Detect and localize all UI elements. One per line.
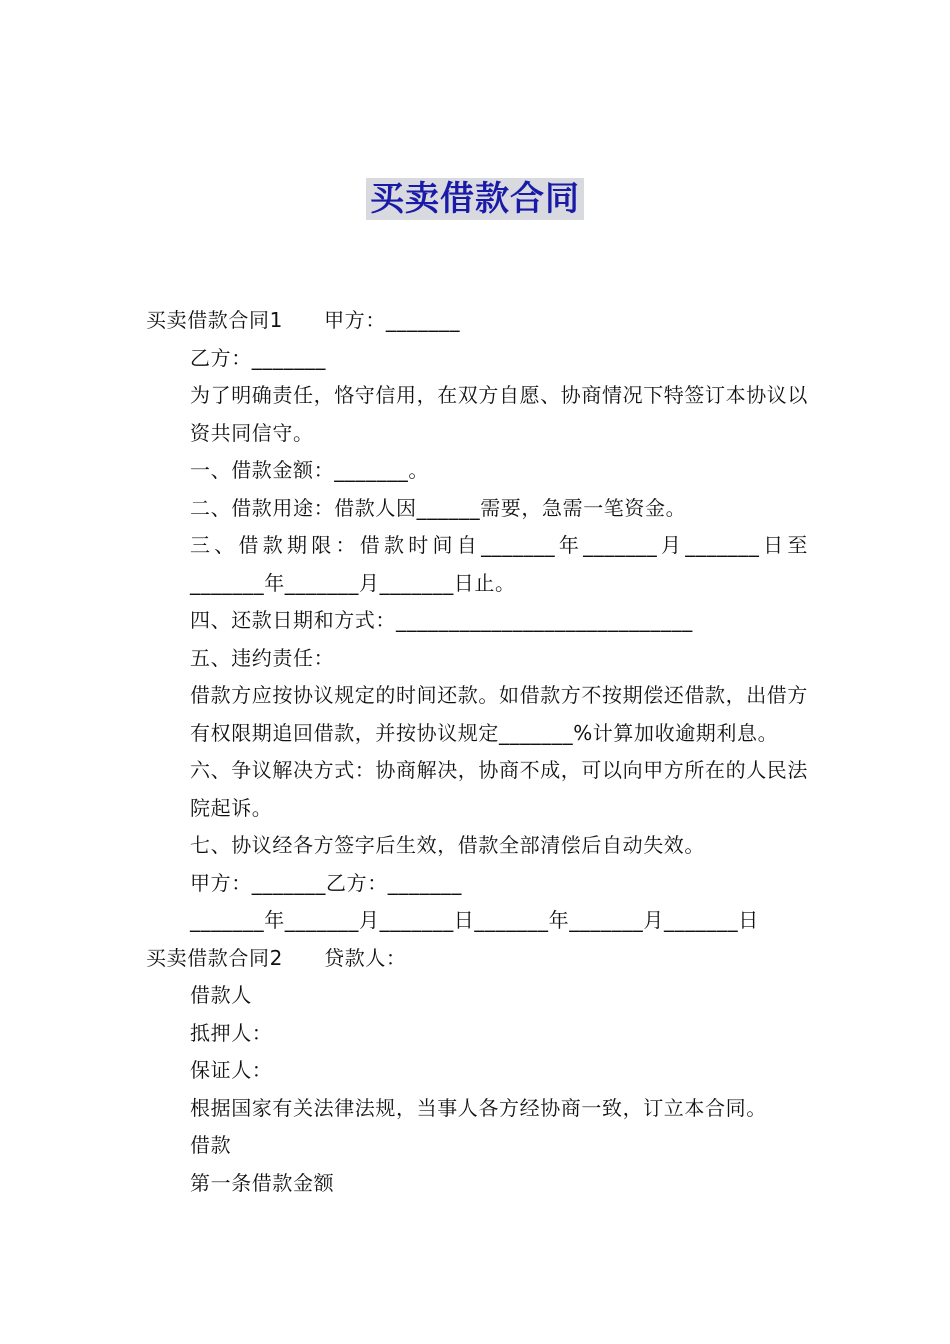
paragraph-dispute: 六、争议解决方式：协商解决，协商不成，可以向甲方所在的人民法院起诉。 (190, 758, 808, 820)
paragraph-loan-term: 三、借款期限：借款时间自_______年_______月_______日至_______年_______月_______日止。 (190, 533, 808, 595)
paragraph-borrower: 借款人 (190, 983, 252, 1007)
paragraph-guarantor: 保证人： (190, 1058, 273, 1082)
paragraph-breach-heading: 五、违约责任： (190, 645, 335, 670)
paragraph-preamble: 为了明确责任，恪守信用，在双方自愿、协商情况下特签订本协议以资共同信守。 (190, 383, 808, 445)
paragraph-breach-text: 借款方应按协议规定的时间还款。如借款方不按期偿还借款，出借方有权限期追回借款，并按协议规定_______%计算加收逾期利息。 (190, 683, 808, 745)
paragraph-article-one: 第一条借款金额 (190, 1170, 335, 1195)
paragraph-effectiveness: 七、协议经各方签字后生效，借款全部清偿后自动失效。 (190, 833, 705, 857)
paragraph-loan-amount: 一、借款金额：_______。 (190, 458, 429, 482)
paragraph-loan-purpose: 二、借款用途：借款人因______需要，急需一笔资金。 (190, 495, 687, 520)
paragraph-party-b: 乙方：_______ (190, 345, 326, 370)
paragraph-mortgagor: 抵押人： (190, 1020, 273, 1045)
paragraph-dates: _______年_______月_______日_______年_______月_______日 (190, 908, 759, 932)
paragraph-contract1-header: 买卖借款合同1 甲方：_______ (146, 308, 461, 332)
paragraph-repayment: 四、还款日期和方式：____________________________ (190, 608, 693, 632)
title-container (0, 178, 950, 220)
paragraph-legal-basis: 根据国家有关法律法规，当事人各方经协商一致，订立本合同。 (190, 1095, 767, 1120)
paragraph-signatures: 甲方：_______乙方：_______ (190, 870, 462, 895)
paragraph-contract2-header: 买卖借款合同2 贷款人： (146, 945, 407, 970)
document-title: 买卖借款合同 (366, 178, 584, 220)
document-body (146, 302, 808, 1202)
paragraph-section-loan: 借款 (190, 1133, 232, 1157)
